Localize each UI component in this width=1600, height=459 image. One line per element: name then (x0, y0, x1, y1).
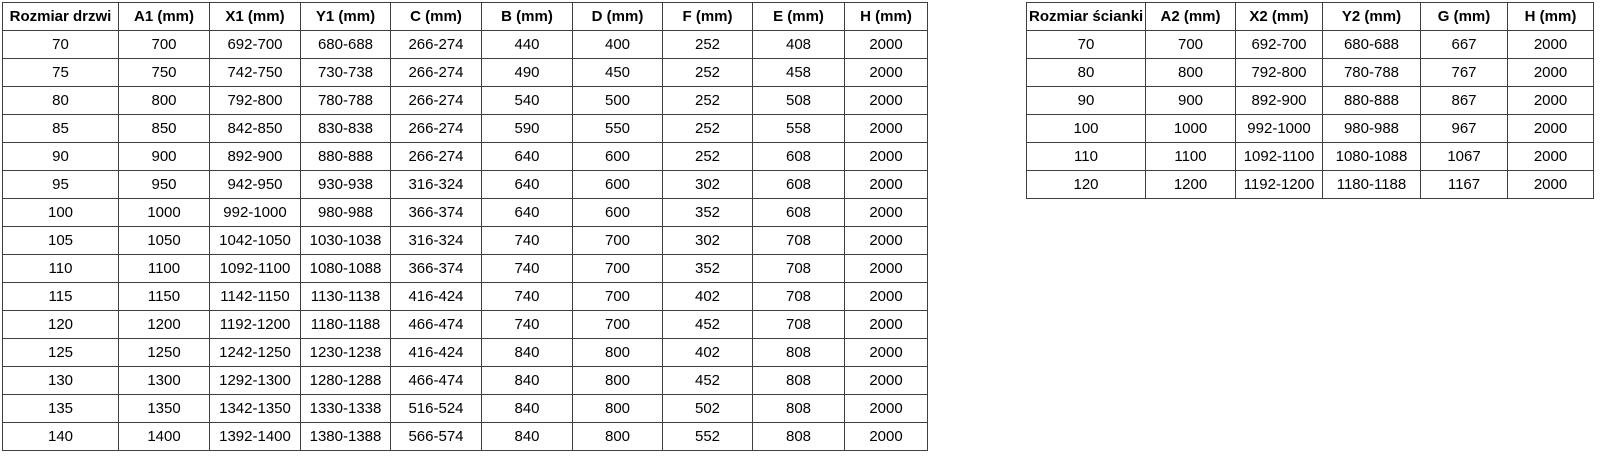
table-cell: 140 (3, 423, 119, 451)
table-cell: 1050 (119, 227, 210, 255)
table-cell: 1142-1150 (210, 283, 301, 311)
table-cell: 742-750 (210, 59, 301, 87)
table-cell: 1392-1400 (210, 423, 301, 451)
table-cell: 680-688 (1323, 31, 1421, 59)
header-cell: X1 (mm) (210, 3, 301, 31)
table-cell: 85 (3, 115, 119, 143)
table-row (3, 115, 928, 143)
table-cell: 2000 (1508, 143, 1594, 171)
table-cell: 552 (663, 423, 753, 451)
table-cell: 708 (753, 227, 845, 255)
table-cell: 1180-1188 (1323, 171, 1421, 199)
table-cell: 900 (1146, 87, 1236, 115)
table-cell: 2000 (845, 395, 928, 423)
table-cell: 892-900 (1236, 87, 1323, 115)
table-row (3, 255, 928, 283)
table-cell: 566-574 (391, 423, 482, 451)
table-row (3, 143, 928, 171)
header-cell: B (mm) (482, 3, 573, 31)
table-cell: 1380-1388 (301, 423, 391, 451)
table-cell: 1230-1238 (301, 339, 391, 367)
table-cell: 135 (3, 395, 119, 423)
table-cell: 780-788 (301, 87, 391, 115)
table-cell: 640 (482, 143, 573, 171)
table-cell: 708 (753, 311, 845, 339)
table-cell: 808 (753, 423, 845, 451)
table-cell: 640 (482, 171, 573, 199)
table-cell: 100 (1027, 115, 1146, 143)
table-cell: 450 (573, 59, 663, 87)
table-cell: 1292-1300 (210, 367, 301, 395)
table-cell: 252 (663, 115, 753, 143)
header-cell: Rozmiar ścianki (1027, 3, 1146, 31)
table-cell: 302 (663, 227, 753, 255)
table-cell: 740 (482, 283, 573, 311)
table-cell: 1242-1250 (210, 339, 301, 367)
table-cell: 252 (663, 31, 753, 59)
header-cell: E (mm) (753, 3, 845, 31)
table-cell: 452 (663, 367, 753, 395)
table-cell: 1192-1200 (1236, 171, 1323, 199)
header-cell: H (mm) (1508, 3, 1594, 31)
table-cell: 75 (3, 59, 119, 87)
table-cell: 466-474 (391, 367, 482, 395)
table-row (3, 199, 928, 227)
table-cell: 800 (573, 423, 663, 451)
table-cell: 316-324 (391, 171, 482, 199)
table-cell: 70 (3, 31, 119, 59)
table-cell: 780-788 (1323, 59, 1421, 87)
table-cell: 2000 (845, 283, 928, 311)
table-cell: 600 (573, 171, 663, 199)
table-row (3, 283, 928, 311)
table-cell: 1350 (119, 395, 210, 423)
table-cell: 1092-1100 (1236, 143, 1323, 171)
table-cell: 1042-1050 (210, 227, 301, 255)
header-cell: C (mm) (391, 3, 482, 31)
table-cell: 692-700 (210, 31, 301, 59)
table-cell: 708 (753, 283, 845, 311)
table-cell: 2000 (845, 339, 928, 367)
table-cell: 252 (663, 59, 753, 87)
table-cell: 880-888 (301, 143, 391, 171)
table-cell: 992-1000 (1236, 115, 1323, 143)
header-cell: G (mm) (1421, 3, 1508, 31)
table-cell: 95 (3, 171, 119, 199)
table-cell: 840 (482, 423, 573, 451)
table-cell: 700 (119, 31, 210, 59)
table-cell: 266-274 (391, 87, 482, 115)
table-body (3, 31, 928, 451)
table-cell: 767 (1421, 59, 1508, 87)
table-cell: 110 (1027, 143, 1146, 171)
table-cell: 1067 (1421, 143, 1508, 171)
table-cell: 700 (573, 255, 663, 283)
table-cell: 2000 (845, 143, 928, 171)
table-cell: 80 (3, 87, 119, 115)
table-cell: 692-700 (1236, 31, 1323, 59)
table-row (3, 59, 928, 87)
table-cell: 840 (482, 339, 573, 367)
table-cell: 840 (482, 395, 573, 423)
table-cell: 1300 (119, 367, 210, 395)
table-row (3, 227, 928, 255)
table-cell: 70 (1027, 31, 1146, 59)
table-cell: 667 (1421, 31, 1508, 59)
table-cell: 1200 (1146, 171, 1236, 199)
table-cell: 1000 (1146, 115, 1236, 143)
header-cell: Y1 (mm) (301, 3, 391, 31)
table-cell: 1167 (1421, 171, 1508, 199)
header-cell: Rozmiar drzwi (3, 3, 119, 31)
header-cell: Y2 (mm) (1323, 3, 1421, 31)
table-row (3, 395, 928, 423)
table-cell: 1200 (119, 311, 210, 339)
table-cell: 80 (1027, 59, 1146, 87)
header-cell: X2 (mm) (1236, 3, 1323, 31)
table-cell: 967 (1421, 115, 1508, 143)
table-cell: 867 (1421, 87, 1508, 115)
table-cell: 842-850 (210, 115, 301, 143)
table-cell: 608 (753, 199, 845, 227)
table-cell: 266-274 (391, 31, 482, 59)
table-cell: 1130-1138 (301, 283, 391, 311)
table-cell: 490 (482, 59, 573, 87)
table-cell: 100 (3, 199, 119, 227)
table-body (1027, 31, 1594, 199)
table-cell: 1150 (119, 283, 210, 311)
table-cell: 800 (1146, 59, 1236, 87)
table-cell: 550 (573, 115, 663, 143)
table-row (3, 87, 928, 115)
table-cell: 120 (1027, 171, 1146, 199)
table-cell: 1030-1038 (301, 227, 391, 255)
table-row (3, 171, 928, 199)
table-cell: 930-938 (301, 171, 391, 199)
table-cell: 1330-1338 (301, 395, 391, 423)
table-cell: 1100 (119, 255, 210, 283)
table-cell: 590 (482, 115, 573, 143)
table-cell: 830-838 (301, 115, 391, 143)
table-cell: 792-800 (210, 87, 301, 115)
table-cell: 608 (753, 171, 845, 199)
table-cell: 740 (482, 311, 573, 339)
table-cell: 600 (573, 143, 663, 171)
table-row (3, 423, 928, 451)
table-row (1027, 171, 1594, 199)
table-cell: 352 (663, 199, 753, 227)
table-cell: 1100 (1146, 143, 1236, 171)
table-cell: 416-424 (391, 283, 482, 311)
table-cell: 402 (663, 283, 753, 311)
table-cell: 740 (482, 227, 573, 255)
table-cell: 2000 (845, 115, 928, 143)
table-row (1027, 115, 1594, 143)
table-cell: 90 (1027, 87, 1146, 115)
table-cell: 942-950 (210, 171, 301, 199)
table-row (3, 367, 928, 395)
table-cell: 90 (3, 143, 119, 171)
table-cell: 850 (119, 115, 210, 143)
table-cell: 700 (573, 227, 663, 255)
table-cell: 950 (119, 171, 210, 199)
header-cell: D (mm) (573, 3, 663, 31)
table-cell: 458 (753, 59, 845, 87)
header-cell: H (mm) (845, 3, 928, 31)
table-cell: 502 (663, 395, 753, 423)
table-cell: 266-274 (391, 143, 482, 171)
table-cell: 1342-1350 (210, 395, 301, 423)
table-cell: 500 (573, 87, 663, 115)
table-cell: 800 (573, 339, 663, 367)
table-cell: 366-374 (391, 199, 482, 227)
table-row (3, 311, 928, 339)
table-row (1027, 87, 1594, 115)
table-cell: 1092-1100 (210, 255, 301, 283)
table-cell: 1000 (119, 199, 210, 227)
table-cell: 2000 (845, 255, 928, 283)
table-cell: 125 (3, 339, 119, 367)
table-cell: 750 (119, 59, 210, 87)
table-cell: 980-988 (1323, 115, 1421, 143)
table-cell: 508 (753, 87, 845, 115)
table-cell: 316-324 (391, 227, 482, 255)
table-cell: 2000 (845, 31, 928, 59)
table-cell: 110 (3, 255, 119, 283)
table-cell: 2000 (845, 311, 928, 339)
table-cell: 900 (119, 143, 210, 171)
table-cell: 408 (753, 31, 845, 59)
table-cell: 808 (753, 339, 845, 367)
table-cell: 352 (663, 255, 753, 283)
header-cell: A2 (mm) (1146, 3, 1236, 31)
table-cell: 2000 (845, 423, 928, 451)
header-cell: A1 (mm) (119, 3, 210, 31)
table-cell: 120 (3, 311, 119, 339)
table-cell: 1080-1088 (1323, 143, 1421, 171)
table-cell: 516-524 (391, 395, 482, 423)
table-cell: 800 (573, 395, 663, 423)
header-cell: F (mm) (663, 3, 753, 31)
table-row (3, 31, 928, 59)
table-cell: 558 (753, 115, 845, 143)
table-cell: 2000 (1508, 115, 1594, 143)
table-cell: 1192-1200 (210, 311, 301, 339)
table-cell: 1400 (119, 423, 210, 451)
table-cell: 640 (482, 199, 573, 227)
table-cell: 980-988 (301, 199, 391, 227)
table-cell: 252 (663, 87, 753, 115)
table-row (1027, 59, 1594, 87)
table-cell: 2000 (845, 171, 928, 199)
table-cell: 252 (663, 143, 753, 171)
wall-size-spec-table (1026, 2, 1594, 199)
table-cell: 540 (482, 87, 573, 115)
table-cell: 2000 (845, 367, 928, 395)
table-row (1027, 31, 1594, 59)
table-cell: 366-374 (391, 255, 482, 283)
table-cell: 808 (753, 367, 845, 395)
table-cell: 740 (482, 255, 573, 283)
table-row (1027, 143, 1594, 171)
table-cell: 608 (753, 143, 845, 171)
table-cell: 440 (482, 31, 573, 59)
table-cell: 1080-1088 (301, 255, 391, 283)
table-cell: 266-274 (391, 59, 482, 87)
table-cell: 302 (663, 171, 753, 199)
table-cell: 105 (3, 227, 119, 255)
table-cell: 680-688 (301, 31, 391, 59)
table-cell: 2000 (845, 227, 928, 255)
table-cell: 402 (663, 339, 753, 367)
table-cell: 700 (1146, 31, 1236, 59)
table-cell: 2000 (845, 59, 928, 87)
table-cell: 452 (663, 311, 753, 339)
table-cell: 708 (753, 255, 845, 283)
table-cell: 992-1000 (210, 199, 301, 227)
table-cell: 466-474 (391, 311, 482, 339)
table-cell: 880-888 (1323, 87, 1421, 115)
table-header-row (3, 3, 928, 31)
table-cell: 1180-1188 (301, 311, 391, 339)
table-cell: 2000 (1508, 59, 1594, 87)
table-row (3, 339, 928, 367)
table-cell: 400 (573, 31, 663, 59)
table-cell: 416-424 (391, 339, 482, 367)
table-cell: 266-274 (391, 115, 482, 143)
table-cell: 800 (119, 87, 210, 115)
table-header-row (1027, 3, 1594, 31)
table-cell: 730-738 (301, 59, 391, 87)
table-cell: 840 (482, 367, 573, 395)
table-cell: 892-900 (210, 143, 301, 171)
table-cell: 2000 (1508, 31, 1594, 59)
table-cell: 130 (3, 367, 119, 395)
table-cell: 600 (573, 199, 663, 227)
table-cell: 800 (573, 367, 663, 395)
table-cell: 2000 (1508, 87, 1594, 115)
table-cell: 1280-1288 (301, 367, 391, 395)
door-size-spec-table (2, 2, 928, 451)
table-cell: 808 (753, 395, 845, 423)
table-cell: 2000 (845, 199, 928, 227)
table-cell: 700 (573, 283, 663, 311)
table-cell: 2000 (1508, 171, 1594, 199)
table-cell: 700 (573, 311, 663, 339)
table-cell: 2000 (845, 87, 928, 115)
table-cell: 115 (3, 283, 119, 311)
table-cell: 1250 (119, 339, 210, 367)
table-cell: 792-800 (1236, 59, 1323, 87)
